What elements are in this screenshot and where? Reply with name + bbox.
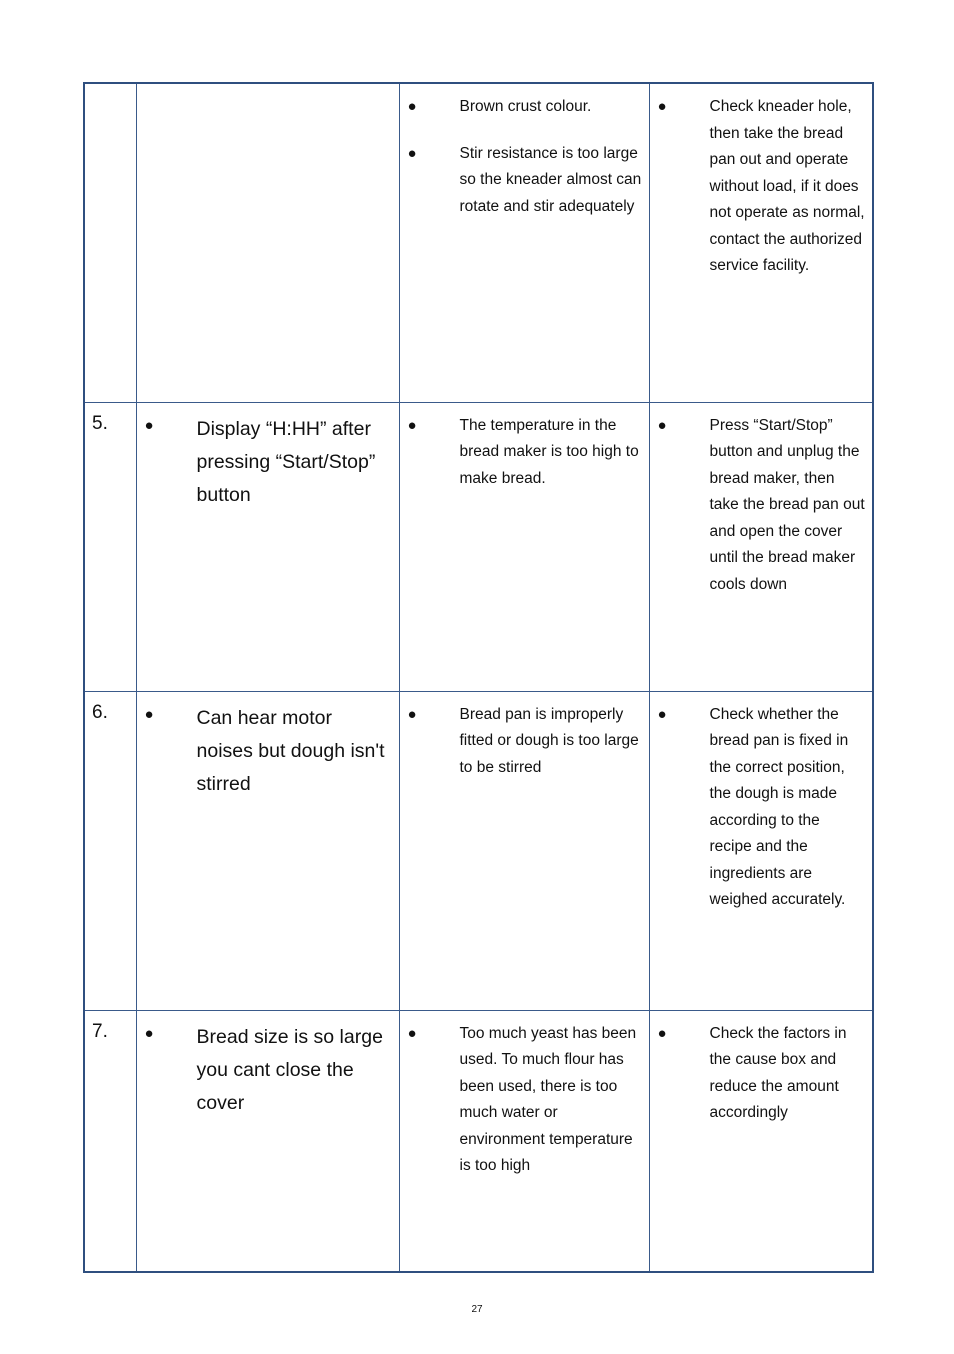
bullet-icon: ● — [657, 1024, 667, 1042]
bullet-icon: ● — [407, 705, 417, 723]
bullet-icon: ● — [144, 1024, 154, 1042]
bullet-icon: ● — [407, 1024, 417, 1042]
solution-text: Check the factors in the cause box and reduce the amount accordingly — [709, 1024, 847, 1121]
cause-text: Stir resistance is too large so the kneader almost can rotate and stir adequately — [459, 144, 642, 215]
row-number: 7. — [84, 1010, 136, 1272]
table-row — [84, 691, 873, 1010]
bullet-icon: ● — [144, 705, 154, 723]
cause-cell — [399, 1010, 649, 1272]
bullet-icon: ● — [407, 416, 417, 434]
solution-item — [650, 94, 873, 280]
bullet-icon: ● — [657, 416, 667, 434]
cause-item — [400, 94, 649, 121]
cause-text: Brown crust colour. — [459, 98, 592, 115]
solution-cell — [649, 83, 873, 402]
problem-item — [137, 1021, 399, 1120]
solution-item — [650, 413, 873, 599]
problem-text: Bread size is so large you cant close the cover — [196, 1025, 383, 1114]
table-row — [84, 83, 873, 402]
cause-cell — [399, 83, 649, 402]
solution-cell — [649, 402, 873, 691]
cause-cell — [399, 691, 649, 1010]
cause-item — [400, 413, 649, 493]
solution-cell — [649, 1010, 873, 1272]
problem-cell — [136, 1010, 399, 1272]
table-row — [84, 1010, 873, 1272]
table-row — [84, 402, 873, 691]
solution-cell — [649, 691, 873, 1010]
bullet-icon: ● — [407, 144, 417, 162]
bullet-icon: ● — [407, 98, 417, 115]
cause-cell — [399, 402, 649, 691]
solution-item — [650, 702, 873, 914]
row-number: 5. — [84, 402, 136, 691]
problem-cell — [136, 691, 399, 1010]
solution-text: Press “Start/Stop” button and unplug the bread maker, then take the bread pan out and open the cover until the bread maker cools down — [709, 416, 865, 593]
solution-text: Check whether the bread pan is fixed in the correct position, the dough is made according to the recipe and the ingredients are weighed accurately. — [709, 705, 849, 908]
problem-cell — [136, 83, 399, 402]
problem-text: Display “H:HH” after pressing “Start/Stop” button — [196, 417, 376, 506]
cause-item — [400, 702, 649, 782]
row-number: 6. — [84, 691, 136, 1010]
solution-item — [650, 1021, 873, 1127]
cause-text: Too much yeast has been used. To much flour has been used, there is too much water or environment temperature is too high — [459, 1024, 637, 1174]
problem-item — [137, 702, 399, 801]
bullet-icon: ● — [144, 416, 154, 434]
cause-text: The temperature in the bread maker is too high to make bread. — [459, 416, 639, 487]
page-number: 27 — [471, 1304, 483, 1315]
row-number — [84, 83, 136, 402]
problem-item — [137, 413, 399, 512]
solution-text: Check kneader hole, then take the bread pan out and operate without load, if it does not operate as normal, contact the authorized service facility. — [709, 98, 865, 274]
cause-item — [400, 141, 649, 221]
problem-cell — [136, 402, 399, 691]
troubleshooting-table — [83, 82, 874, 1273]
problem-text: Can hear motor noises but dough isn't stirred — [196, 706, 385, 795]
bullet-icon: ● — [657, 705, 667, 723]
bullet-icon: ● — [657, 98, 667, 115]
cause-item — [400, 1021, 649, 1180]
cause-text: Bread pan is improperly fitted or dough is too large to be stirred — [459, 705, 639, 776]
